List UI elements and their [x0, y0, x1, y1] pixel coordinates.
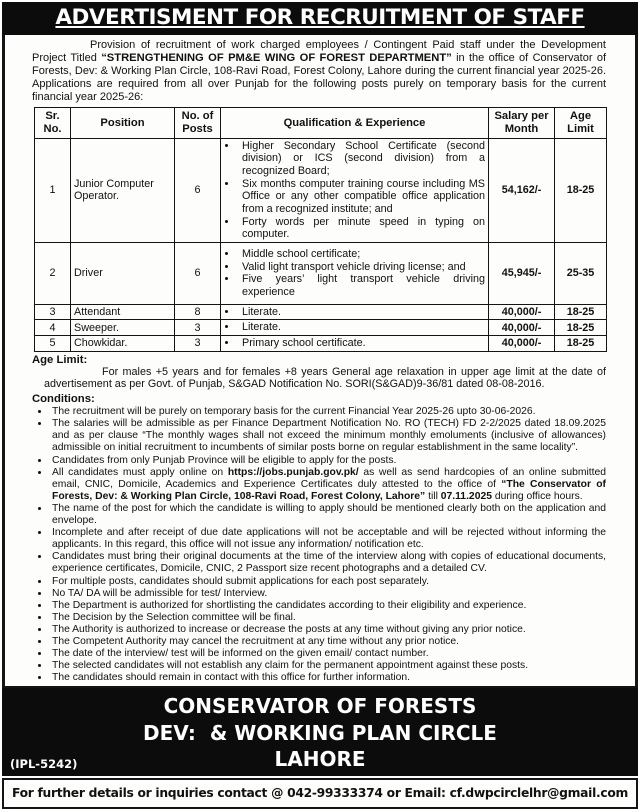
condition-text: All candidates must apply online on	[52, 466, 228, 478]
table-header-row	[35, 108, 607, 139]
condition-item: • The name of the post for which the candidate is willing to apply should be mentioned clearly both on the application and envelope.	[50, 503, 606, 527]
intro-paragraph	[32, 39, 606, 104]
cell-age: 18-25	[555, 138, 607, 242]
cell-position: Sweeper.	[71, 320, 175, 336]
condition-item: • The Competent Authority may cancel the recruitment at any time without any prior notice.	[50, 636, 606, 648]
table-row	[35, 242, 607, 304]
condition-item: • The Authority is authorized to increase or decrease the posts at any time without giving any prior notice.	[50, 624, 606, 636]
contact-footer	[2, 778, 638, 809]
cell-sr: 2	[35, 242, 71, 304]
cell-salary: 40,000/-	[489, 304, 555, 320]
qualification-item: • Literate.	[238, 321, 485, 334]
condition-item: • Candidates from only Punjab Province will be eligible to apply for the posts.	[50, 455, 606, 467]
contact-text: For further details or inquiries contact @ 042-99333374 or Email: cf.dwpcirclelhr@gmail.com	[11, 786, 629, 801]
cell-salary: 45,945/-	[489, 242, 555, 304]
condition-item: • The Decision by the Selection committee will be final.	[50, 612, 606, 624]
cell-qualifications	[221, 320, 489, 336]
cell-salary: 54,162/-	[489, 138, 555, 242]
age-limit-text: For males +5 years and for females +8 years General age relaxation in upper age limit at the date of advertisement as per Govt. of Punjab, S&GAD Notification No. SORI(S&GAD)9-36/81 dated 08-08-2016.	[44, 365, 606, 391]
advertisement-page	[2, 2, 638, 801]
apply-url-text: https://jobs.punjab.gov.pk/	[227, 466, 359, 478]
conditions-list	[32, 406, 606, 684]
qualification-item: • Literate.	[238, 306, 485, 319]
office-address-text: “The Conservator of Forests, Dev: & Working Plan Circle, 108-Ravi Road, Forest Colony, Lahore”	[52, 478, 606, 502]
cell-sr: 4	[35, 320, 71, 336]
cell-qualifications	[221, 242, 489, 304]
condition-text: as well as send hardcopies of an online submitted email, CNIC, Domicile, Academics and Experience Certificates duly attested to the office of	[52, 466, 606, 490]
page-title: ADVERTISMENT FOR RECRUITMENT OF STAFF	[55, 5, 585, 30]
cell-posts: 3	[175, 336, 221, 352]
condition-item: • The candidates should remain in contact with this office for further information.	[50, 672, 606, 684]
condition-item: • The date of the interview/ test will be informed on the given email/ contact number.	[50, 648, 606, 660]
cell-salary: 40,000/-	[489, 336, 555, 352]
banner-line: DEV: & WORKING PLAN CIRCLE	[143, 720, 497, 745]
qualification-item: • Six months computer training course including MS Office or any other compatible office application from a recognized institute; and	[238, 178, 485, 216]
condition-text: till	[425, 490, 441, 502]
condition-item: • The selected candidates will not establish any claim for the permanent appointment against these posts.	[50, 660, 606, 672]
cell-posts: 8	[175, 304, 221, 320]
ipl-reference: (IPL-5242)	[10, 757, 78, 772]
intro-text: Provision of recruitment of work charged employees / Contingent Paid staff under the Development Project Titled	[32, 39, 606, 64]
cell-posts: 6	[175, 242, 221, 304]
cell-qualifications	[221, 304, 489, 320]
col-no-of-posts: No. of Posts	[175, 108, 221, 139]
condition-item: • Incomplete and after receipt of due date applications will not be acceptable and will be rejected without informing the applicants. In this regard, this office will not issue any information/ notification etc.	[50, 527, 606, 551]
col-age-limit: Age Limit	[555, 108, 607, 139]
cell-salary: 40,000/-	[489, 320, 555, 336]
condition-item: • The salaries will be admissible as per Finance Department Notification No. RO (TECH) FD 2-2/2025 dated 18.09.2025 and as per clause “The monthly wages shall not exceed the minimum monthly emoluments (inclusive of allowances) admissible on initial recruitment to incumbents of similar posts borne on regular establishment in the same locality”.	[50, 418, 606, 454]
condition-item: • Candidates must bring their original documents at the time of the interview along with copies of educational documents, experience certificates, Domicile, CNIC, 2 Passport size recent photographs and a detailed CV.	[50, 551, 606, 575]
department-banner	[2, 688, 638, 776]
cell-position: Driver	[71, 242, 175, 304]
condition-item: • The recruitment will be purely on temporary basis for the current Financial Year 2025-26 upto 30-06-2026.	[50, 406, 606, 418]
posts-table	[34, 107, 607, 352]
condition-item: • No TA/ DA will be admissible for test/ Interview.	[50, 588, 606, 600]
condition-text: during office hours.	[491, 490, 583, 502]
table-row	[35, 336, 607, 352]
age-limit-heading: Age Limit:	[32, 353, 88, 366]
cell-age: 25-35	[555, 242, 607, 304]
title-bar	[2, 2, 638, 35]
qualification-item: • Higher Secondary School Certificate (second division) or ICS (second division) from a recognized Board;	[238, 140, 485, 178]
qualification-item: • Forty words per minute speed in typing on computer.	[238, 216, 485, 241]
conditions-heading: Conditions:	[32, 393, 95, 406]
cell-posts: 3	[175, 320, 221, 336]
cell-age: 18-25	[555, 336, 607, 352]
deadline-date-text: 07.11.2025	[440, 490, 492, 502]
condition-item: • The Department is authorized for shortlisting the candidates according to their eligibility and experience.	[50, 600, 606, 612]
condition-item	[50, 467, 606, 503]
cell-qualifications	[221, 138, 489, 242]
cell-position: Chowkidar.	[71, 336, 175, 352]
cell-posts: 6	[175, 138, 221, 242]
cell-sr: 5	[35, 336, 71, 352]
cell-position: Attendant	[71, 304, 175, 320]
cell-sr: 1	[35, 138, 71, 242]
cell-age: 18-25	[555, 304, 607, 320]
banner-line: LAHORE	[274, 747, 366, 772]
table-row	[35, 138, 607, 242]
qualification-item: • Five years’ light transport vehicle driving experience	[238, 273, 485, 298]
qualification-item: • Middle school certificate;	[238, 248, 485, 261]
advertisement-body	[2, 35, 638, 688]
qualification-item: • Primary school certificate.	[238, 337, 485, 350]
table-row	[35, 304, 607, 320]
cell-position: Junior Computer Operator.	[71, 138, 175, 242]
cell-sr: 3	[35, 304, 71, 320]
table-row	[35, 320, 607, 336]
cell-qualifications	[221, 336, 489, 352]
col-position: Position	[71, 108, 175, 139]
qualification-item: • Valid light transport vehicle driving license; and	[238, 261, 485, 274]
intro-text: in the office of Conservator of Forests, Dev: & Working Plan Circle, 108-Ravi Road, Forest Colony, Lahore during the current financial year 2025-26. Applications are required from all over Punjab for the following posts purely on temporary basis for the current financial year 2025-26:	[32, 51, 606, 104]
cell-age: 18-25	[555, 320, 607, 336]
project-title-text: “STRENGTHENING OF PM&E WING OF FOREST DEPARTMENT”	[101, 51, 452, 64]
condition-item: • For multiple posts, candidates should submit applications for each post separately.	[50, 576, 606, 588]
banner-line: CONSERVATOR OF FORESTS	[163, 694, 477, 719]
col-salary: Salary per Month	[489, 108, 555, 139]
col-sr-no: Sr. No.	[35, 108, 71, 139]
col-qualification: Qualification & Experience	[221, 108, 489, 139]
